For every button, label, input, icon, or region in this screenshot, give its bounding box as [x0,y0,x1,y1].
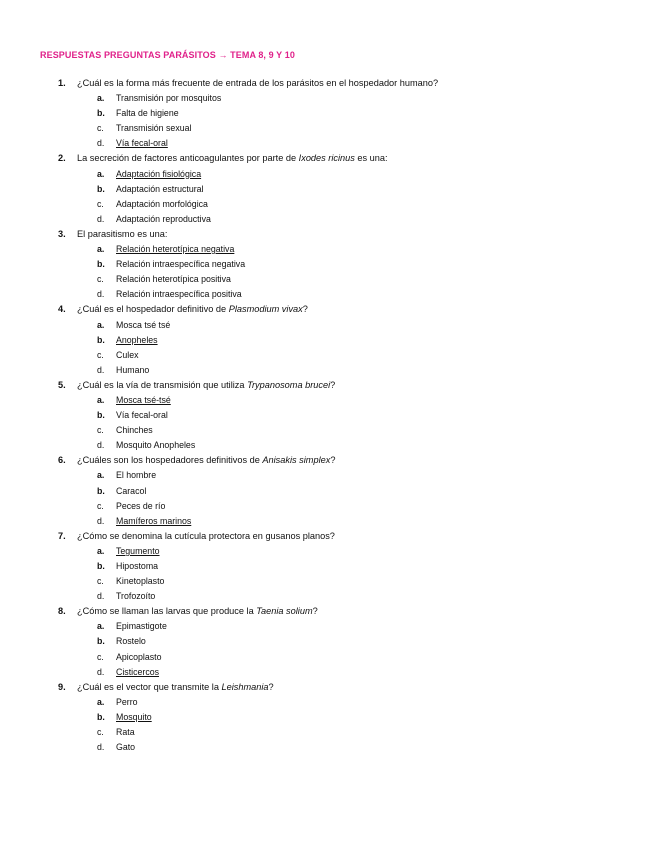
option-text: Vía fecal-oral [116,410,168,421]
option-letter: c. [97,425,104,436]
option-letter: b. [97,259,105,270]
option-text: Kinetoplasto [116,576,165,587]
question-row [0,604,655,619]
option-text: Adaptación estructural [116,183,204,194]
question-row [0,302,655,317]
answer-option [0,740,655,755]
option-letter: c. [97,500,104,511]
option-text: Peces de río [116,500,166,511]
answer-option [0,574,655,589]
option-letter: d. [97,742,105,753]
option-text: Epimastigote [116,621,167,632]
answer-option [0,710,655,725]
answer-option [0,197,655,212]
option-text: Rata [116,727,135,738]
question-fragment: ¿Cuál es la vía de transmisión que utiliza [77,379,248,390]
question-fragment: ¿Cuáles son los hospedadores definitivos de [77,455,263,466]
correct-answer: Vía fecal-oral [116,138,168,149]
correct-answer: Anopheles [116,334,158,345]
answer-option [0,121,655,136]
answer-option [0,484,655,499]
correct-answer: Mosca tsé-tsé [116,394,171,405]
question-fragment: ? [330,455,336,466]
answer-option [0,438,655,453]
option-letter: b. [97,711,105,722]
question-number: 2. [58,153,66,164]
option-text: Trofozoíto [116,591,156,602]
option-letter: d. [97,289,105,300]
question-fragment: La secreción de factores anticoagulantes por parte de [77,153,299,164]
option-text: Gato [116,742,136,753]
answer-option [0,408,655,423]
correct-answer: Mamíferos marinos [116,515,192,526]
option-text: Perro [116,696,138,707]
option-text: Rostelo [116,636,146,647]
option-text: Apicoplasto [116,651,162,662]
question-fragment: ? [330,379,336,390]
correct-answer: Relación heterotípica negativa [116,244,235,255]
option-text: Chinches [116,425,153,436]
species-name: Ixodes ricinus [298,153,355,164]
option-letter: b. [97,636,105,647]
answer-option [0,619,655,634]
answer-option [0,272,655,287]
answer-option [0,695,655,710]
species-name: Leishmania [221,681,269,692]
species-name: Plasmodium vivax [228,304,303,315]
question-row [0,529,655,544]
question-text [77,76,438,91]
option-letter: a. [97,545,105,556]
option-letter: d. [97,364,105,375]
question-fragment: ¿Cuál es la forma más frecuente de entrada de los parásitos en el hospedador humano? [77,78,439,88]
option-text: Transmisión sexual [116,123,192,134]
answer-option [0,559,655,574]
question-row [0,378,655,393]
question-fragment: ? [312,606,318,617]
species-name: Trypanosoma brucei [247,379,331,390]
option-letter: a. [97,470,105,481]
correct-answer: Cisticercos [116,666,160,677]
correct-answer: Adaptación fisiológica [116,168,202,179]
correct-answer: Tegumento [116,545,160,556]
question-text [77,302,308,317]
option-letter: a. [97,394,105,405]
question-number: 3. [58,228,66,239]
option-letter: b. [97,183,105,194]
question-text [77,680,274,695]
option-text: Adaptación reproductiva [116,213,211,224]
option-letter: d. [97,213,105,224]
option-text: Mosca tsé tsé [116,319,171,330]
option-letter: a. [97,93,105,104]
option-text: Hipostoma [116,561,159,571]
question-number: 4. [58,304,66,315]
question-number: 6. [58,455,66,466]
question-text [77,151,388,166]
option-text: Humano [116,364,150,375]
question-row [0,680,655,695]
answer-option [0,287,655,302]
answer-option [0,634,655,649]
question-text [77,378,335,393]
answer-option [0,318,655,333]
question-number: 7. [58,530,66,541]
answer-option [0,182,655,197]
answer-option [0,650,655,665]
option-text: Culex [116,349,139,360]
question-fragment: ? [268,681,274,692]
option-letter: c. [97,727,104,738]
species-name: Taenia solium [256,606,313,617]
question-number: 1. [58,78,66,88]
question-fragment: ? [302,304,308,315]
option-letter: c. [97,123,104,134]
question-fragment: El parasitismo es una: [77,228,168,239]
page-title: RESPUESTAS PREGUNTAS PARÁSITOS → TEMA 8, 9 Y 10 [40,50,295,60]
option-letter: c. [97,576,104,587]
answer-option [0,544,655,559]
option-letter: c. [97,651,104,662]
question-number: 5. [58,379,66,390]
question-row [0,227,655,242]
option-text: Falta de higiene [116,108,179,119]
answer-option [0,725,655,740]
question-fragment: ¿Cómo se llaman las larvas que produce la [77,606,257,617]
option-letter: c. [97,349,104,360]
option-text: Relación intraespecífica negativa [116,259,246,270]
answer-option [0,468,655,483]
option-letter: b. [97,485,105,496]
answer-option [0,348,655,363]
answer-option [0,665,655,680]
answer-option [0,106,655,121]
question-fragment: es una: [354,153,388,164]
question-fragment: ¿Cómo se denomina la cutícula protectora en gusanos planos? [77,530,335,541]
option-text: Relación intraespecífica positiva [116,289,242,300]
question-number: 9. [58,681,66,692]
answer-option [0,393,655,408]
question-text [77,453,335,468]
option-letter: a. [97,696,105,707]
question-fragment: ¿Cuál es el vector que transmite la [77,681,222,692]
option-text: Mosquito Anopheles [116,440,196,451]
correct-answer: Mosquito [116,711,152,722]
option-letter: a. [97,244,105,255]
answer-option [0,257,655,272]
option-text: Transmisión por mosquitos [116,93,222,104]
option-text: Caracol [116,485,147,496]
answer-option [0,423,655,438]
question-list [0,76,655,755]
option-text: Relación heterotípica positiva [116,274,231,285]
option-text: El hombre [116,470,157,481]
question-text [77,529,335,544]
option-letter: b. [97,334,105,345]
question-fragment: ¿Cuál es el hospedador definitivo de [77,304,229,315]
answer-option [0,242,655,257]
option-text: Adaptación morfológica [116,198,208,209]
answer-option [0,212,655,227]
option-letter: c. [97,198,104,209]
question-number: 8. [58,606,66,617]
question-row [0,151,655,166]
option-letter: d. [97,138,105,149]
option-letter: d. [97,666,105,677]
answer-option [0,499,655,514]
answer-option [0,514,655,529]
answer-option [0,333,655,348]
option-letter: d. [97,440,105,451]
answer-option [0,589,655,604]
question-row [0,76,655,91]
question-text [77,604,318,619]
option-letter: b. [97,108,105,119]
option-letter: d. [97,591,105,602]
option-letter: a. [97,319,105,330]
species-name: Anisakis simplex [262,455,331,466]
option-letter: a. [97,168,105,179]
option-letter: a. [97,621,105,632]
question-text [77,227,167,242]
option-letter: b. [97,410,105,421]
question-row [0,453,655,468]
option-letter: c. [97,274,104,285]
answer-option [0,136,655,151]
answer-option [0,91,655,106]
option-letter: d. [97,515,105,526]
answer-option [0,363,655,378]
option-letter: b. [97,561,105,571]
answer-option [0,167,655,182]
